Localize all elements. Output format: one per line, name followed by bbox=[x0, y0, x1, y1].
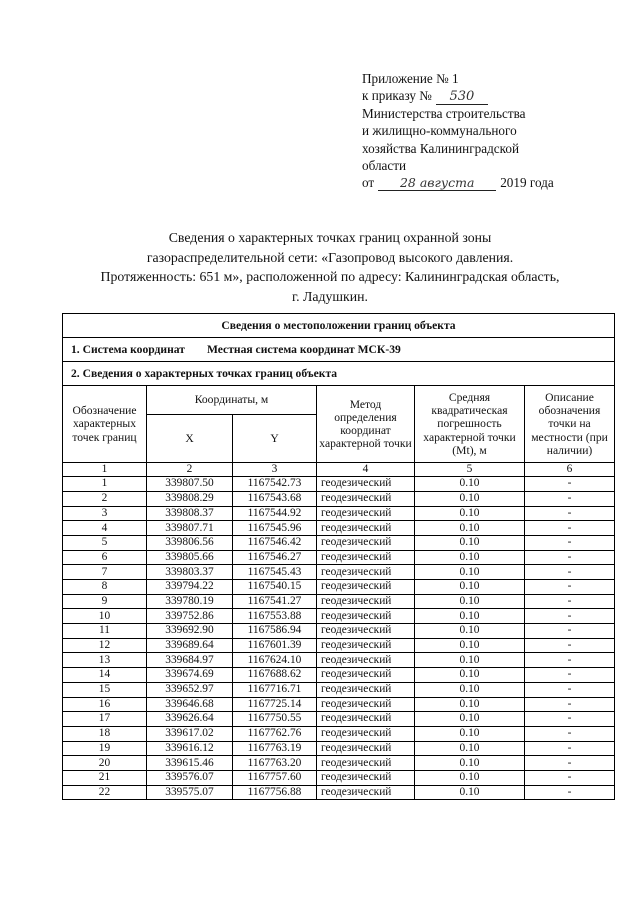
cell-coord-y: 1167624.10 bbox=[233, 653, 317, 668]
cell-error: 0.10 bbox=[415, 550, 525, 565]
cell-point-number: 10 bbox=[63, 609, 147, 624]
cell-method: геодезический bbox=[317, 712, 415, 727]
coordinate-system-cell bbox=[63, 338, 615, 362]
handwritten-order-number: 530 bbox=[436, 90, 488, 105]
table-row bbox=[63, 506, 615, 521]
column-number: 3 bbox=[233, 463, 317, 477]
table-row bbox=[63, 712, 615, 727]
cell-description: - bbox=[525, 506, 615, 521]
cell-coord-x: 339575.07 bbox=[147, 785, 233, 800]
cell-point-number: 22 bbox=[63, 785, 147, 800]
cell-error: 0.10 bbox=[415, 565, 525, 580]
cell-coord-y: 1167543.68 bbox=[233, 491, 317, 506]
cell-coord-y: 1167757.60 bbox=[233, 770, 317, 785]
table-row bbox=[63, 638, 615, 653]
title-line4: г. Ладушкин. bbox=[292, 288, 368, 304]
table-row bbox=[63, 565, 615, 580]
column-number: 6 bbox=[525, 463, 615, 477]
column-number: 5 bbox=[415, 463, 525, 477]
cell-method: геодезический bbox=[317, 624, 415, 639]
cell-error: 0.10 bbox=[415, 521, 525, 536]
cell-coord-y: 1167763.20 bbox=[233, 756, 317, 771]
cell-description: - bbox=[525, 609, 615, 624]
cell-description: - bbox=[525, 624, 615, 639]
cell-point-number: 20 bbox=[63, 756, 147, 771]
table-row bbox=[63, 785, 615, 800]
cell-coord-x: 339752.86 bbox=[147, 609, 233, 624]
cell-coord-x: 339808.29 bbox=[147, 491, 233, 506]
cell-coord-y: 1167688.62 bbox=[233, 668, 317, 683]
table-row bbox=[63, 609, 615, 624]
cell-coord-x: 339616.12 bbox=[147, 741, 233, 756]
annex-order-line bbox=[362, 87, 632, 105]
table-row bbox=[63, 741, 615, 756]
cell-error: 0.10 bbox=[415, 697, 525, 712]
annex-ministry-line4: области bbox=[362, 157, 407, 173]
table-row bbox=[63, 682, 615, 697]
annex-ministry-line3: хозяйства Калининградской bbox=[362, 140, 520, 156]
header-error: Средняя квадратическая погрешность характерной точки (Mt), м bbox=[415, 386, 525, 463]
cell-description: - bbox=[525, 668, 615, 683]
cell-description: - bbox=[525, 477, 615, 492]
cell-method: геодезический bbox=[317, 535, 415, 550]
section2-row bbox=[63, 362, 615, 386]
cell-description: - bbox=[525, 726, 615, 741]
cell-coord-x: 339689.64 bbox=[147, 638, 233, 653]
cell-point-number: 9 bbox=[63, 594, 147, 609]
cell-method: геодезический bbox=[317, 726, 415, 741]
section1-row bbox=[63, 338, 615, 362]
cell-method: геодезический bbox=[317, 521, 415, 536]
cell-coord-x: 339652.97 bbox=[147, 682, 233, 697]
cell-description: - bbox=[525, 638, 615, 653]
cell-coord-y: 1167553.88 bbox=[233, 609, 317, 624]
cell-coord-y: 1167750.55 bbox=[233, 712, 317, 727]
cell-coord-x: 339684.97 bbox=[147, 653, 233, 668]
table-row bbox=[63, 668, 615, 683]
cell-method: геодезический bbox=[317, 741, 415, 756]
annex-date-prefix: от bbox=[362, 175, 375, 191]
cell-point-number: 15 bbox=[63, 682, 147, 697]
handwritten-date: 28 августа bbox=[378, 176, 496, 191]
cell-coord-y: 1167586.94 bbox=[233, 624, 317, 639]
cell-coord-x: 339808.37 bbox=[147, 506, 233, 521]
cell-description: - bbox=[525, 712, 615, 727]
table-row bbox=[63, 550, 615, 565]
cell-description: - bbox=[525, 565, 615, 580]
cell-point-number: 12 bbox=[63, 638, 147, 653]
cell-coord-y: 1167546.42 bbox=[233, 535, 317, 550]
table-row bbox=[63, 697, 615, 712]
annex-order-prefix: к приказу № bbox=[362, 88, 432, 104]
cell-point-number: 13 bbox=[63, 653, 147, 668]
cell-coord-y: 1167756.88 bbox=[233, 785, 317, 800]
annex-date-suffix: 2019 года bbox=[500, 175, 554, 191]
cell-coord-y: 1167725.14 bbox=[233, 697, 317, 712]
cell-error: 0.10 bbox=[415, 756, 525, 771]
cell-coord-y: 1167763.19 bbox=[233, 741, 317, 756]
cell-error: 0.10 bbox=[415, 491, 525, 506]
cell-description: - bbox=[525, 756, 615, 771]
cell-error: 0.10 bbox=[415, 580, 525, 595]
cell-error: 0.10 bbox=[415, 770, 525, 785]
table-row bbox=[63, 580, 615, 595]
cell-point-number: 21 bbox=[63, 770, 147, 785]
column-number: 4 bbox=[317, 463, 415, 477]
cell-point-number: 7 bbox=[63, 565, 147, 580]
coordinate-system-label: 1. Система координат bbox=[71, 342, 185, 356]
cell-coord-y: 1167544.92 bbox=[233, 506, 317, 521]
annex-ministry-line1: Министерства строительства bbox=[362, 106, 526, 122]
column-number: 1 bbox=[63, 463, 147, 477]
cell-description: - bbox=[525, 535, 615, 550]
cell-coord-x: 339807.71 bbox=[147, 521, 233, 536]
cell-error: 0.10 bbox=[415, 682, 525, 697]
cell-point-number: 4 bbox=[63, 521, 147, 536]
table-row bbox=[63, 491, 615, 506]
header-y: Y bbox=[233, 415, 317, 463]
cell-method: геодезический bbox=[317, 756, 415, 771]
title-line1: Сведения о характерных точках границ охранной зоны bbox=[168, 230, 492, 245]
table-row bbox=[63, 756, 615, 771]
cell-error: 0.10 bbox=[415, 726, 525, 741]
cell-coord-x: 339807.50 bbox=[147, 477, 233, 492]
cell-error: 0.10 bbox=[415, 668, 525, 683]
title-line2: газораспределительной сети: «Газопровод высокого давления. bbox=[146, 249, 514, 265]
cell-coord-x: 339692.90 bbox=[147, 624, 233, 639]
document-title bbox=[60, 228, 600, 306]
cell-error: 0.10 bbox=[415, 477, 525, 492]
header-point: Обозначение характерных точек границ bbox=[63, 386, 147, 463]
cell-description: - bbox=[525, 682, 615, 697]
cell-coord-x: 339617.02 bbox=[147, 726, 233, 741]
title-line3: Протяженность: 651 м», расположенной по адресу: Калининградская область, bbox=[100, 269, 560, 285]
cell-coord-x: 339803.37 bbox=[147, 565, 233, 580]
cell-description: - bbox=[525, 580, 615, 595]
cell-coord-y: 1167546.27 bbox=[233, 550, 317, 565]
cell-method: геодезический bbox=[317, 770, 415, 785]
header-x: X bbox=[147, 415, 233, 463]
cell-coord-x: 339576.07 bbox=[147, 770, 233, 785]
cell-point-number: 14 bbox=[63, 668, 147, 683]
table-row bbox=[63, 770, 615, 785]
cell-method: геодезический bbox=[317, 653, 415, 668]
cell-error: 0.10 bbox=[415, 609, 525, 624]
cell-coord-y: 1167601.39 bbox=[233, 638, 317, 653]
cell-method: геодезический bbox=[317, 565, 415, 580]
cell-point-number: 8 bbox=[63, 580, 147, 595]
cell-method: геодезический bbox=[317, 609, 415, 624]
cell-method: геодезический bbox=[317, 550, 415, 565]
cell-description: - bbox=[525, 785, 615, 800]
cell-coord-x: 339674.69 bbox=[147, 668, 233, 683]
cell-method: геодезический bbox=[317, 682, 415, 697]
cell-method: геодезический bbox=[317, 491, 415, 506]
column-numbers-row bbox=[63, 463, 615, 477]
cell-error: 0.10 bbox=[415, 638, 525, 653]
table-caption-row bbox=[63, 314, 615, 338]
header-row-1 bbox=[63, 386, 615, 415]
cell-description: - bbox=[525, 741, 615, 756]
cell-method: геодезический bbox=[317, 506, 415, 521]
cell-method: геодезический bbox=[317, 697, 415, 712]
table-row bbox=[63, 726, 615, 741]
cell-error: 0.10 bbox=[415, 535, 525, 550]
annex-ministry-line2: и жилищно-коммунального bbox=[362, 123, 517, 139]
header-coords: Координаты, м bbox=[147, 386, 317, 415]
cell-coord-x: 339805.66 bbox=[147, 550, 233, 565]
cell-coord-x: 339806.56 bbox=[147, 535, 233, 550]
cell-description: - bbox=[525, 521, 615, 536]
annex-block bbox=[362, 70, 632, 191]
cell-point-number: 5 bbox=[63, 535, 147, 550]
cell-error: 0.10 bbox=[415, 712, 525, 727]
cell-error: 0.10 bbox=[415, 506, 525, 521]
cell-error: 0.10 bbox=[415, 741, 525, 756]
section2-label: 2. Сведения о характерных точках границ объекта bbox=[63, 362, 615, 386]
cell-point-number: 18 bbox=[63, 726, 147, 741]
cell-coord-y: 1167542.73 bbox=[233, 477, 317, 492]
cell-error: 0.10 bbox=[415, 624, 525, 639]
cell-point-number: 16 bbox=[63, 697, 147, 712]
cell-point-number: 3 bbox=[63, 506, 147, 521]
table-row bbox=[63, 624, 615, 639]
cell-coord-x: 339780.19 bbox=[147, 594, 233, 609]
cell-coord-y: 1167540.15 bbox=[233, 580, 317, 595]
table-caption: Сведения о местоположении границ объекта bbox=[63, 314, 615, 338]
cell-point-number: 2 bbox=[63, 491, 147, 506]
cell-description: - bbox=[525, 770, 615, 785]
table-row bbox=[63, 477, 615, 492]
annex-date-line bbox=[362, 174, 632, 191]
cell-coord-x: 339626.64 bbox=[147, 712, 233, 727]
table-row bbox=[63, 653, 615, 668]
cell-coord-x: 339615.46 bbox=[147, 756, 233, 771]
cell-point-number: 1 bbox=[63, 477, 147, 492]
cell-method: геодезический bbox=[317, 668, 415, 683]
cell-point-number: 11 bbox=[63, 624, 147, 639]
table-row bbox=[63, 594, 615, 609]
cell-description: - bbox=[525, 594, 615, 609]
table-row bbox=[63, 535, 615, 550]
annex-title: Приложение № 1 bbox=[362, 71, 459, 86]
cell-coord-x: 339646.68 bbox=[147, 697, 233, 712]
cell-coord-y: 1167545.96 bbox=[233, 521, 317, 536]
cell-error: 0.10 bbox=[415, 594, 525, 609]
cell-point-number: 6 bbox=[63, 550, 147, 565]
cell-method: геодезический bbox=[317, 785, 415, 800]
cell-method: геодезический bbox=[317, 638, 415, 653]
coordinate-system-value: Местная система координат МСК-39 bbox=[206, 342, 401, 356]
table-row bbox=[63, 521, 615, 536]
cell-coord-y: 1167762.76 bbox=[233, 726, 317, 741]
cell-method: геодезический bbox=[317, 580, 415, 595]
cell-point-number: 19 bbox=[63, 741, 147, 756]
cell-description: - bbox=[525, 697, 615, 712]
cell-point-number: 17 bbox=[63, 712, 147, 727]
cell-description: - bbox=[525, 550, 615, 565]
cell-error: 0.10 bbox=[415, 653, 525, 668]
cell-description: - bbox=[525, 653, 615, 668]
header-description: Описание обозначения точки на местности (при наличии) bbox=[525, 386, 615, 463]
cell-coord-y: 1167716.71 bbox=[233, 682, 317, 697]
boundary-points-table bbox=[62, 313, 615, 800]
cell-method: геодезический bbox=[317, 594, 415, 609]
cell-method: геодезический bbox=[317, 477, 415, 492]
cell-error: 0.10 bbox=[415, 785, 525, 800]
cell-description: - bbox=[525, 491, 615, 506]
header-method: Метод определения координат характерной точки bbox=[317, 386, 415, 463]
cell-coord-x: 339794.22 bbox=[147, 580, 233, 595]
cell-coord-y: 1167545.43 bbox=[233, 565, 317, 580]
column-number: 2 bbox=[147, 463, 233, 477]
cell-coord-y: 1167541.27 bbox=[233, 594, 317, 609]
